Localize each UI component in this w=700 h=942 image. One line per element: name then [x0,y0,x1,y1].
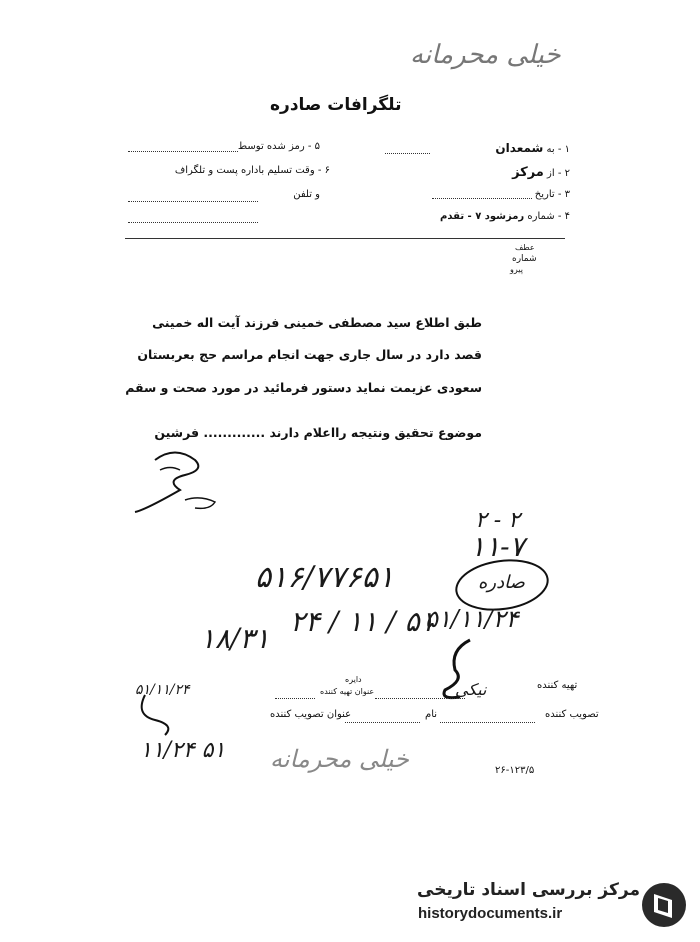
hw-date-right: ۵۱/۱۱/۲۴ [425,605,519,633]
ref-number-label: شماره [512,254,537,264]
hw-bottom-scribble [125,690,215,740]
field-delivery-time: ۶ - وقت تسلیم باداره پست و تلگراف [174,165,330,176]
top-handwritten-stamp: خیلی محرمانه [410,40,561,70]
field-to: ۱ - به شمعدان [495,141,570,155]
dotted-line [345,714,420,723]
body-line-3: سعودی عزیمت نماید دستور فرمائید در مورد صحت و سقم [125,380,482,395]
form-code: ۲۶-۱۲۳/۵ [495,765,535,776]
archive-logo-icon [640,880,688,930]
hw-circle-text: صادره [478,572,525,593]
hw-date-2: ۱۱-۷ [470,530,525,563]
signature-scribble [125,440,235,520]
prepared-by-label: تهیه کننده [537,680,578,691]
dotted-line [128,143,238,152]
hw-bottom-left: ۱۱/۲۴ ۵۱ [140,738,226,763]
body-line-4: موضوع تحقیق ونتیجه رااعلام دارند ............. فرشین [154,425,482,440]
dotted-line [275,690,315,699]
divider [125,238,565,239]
dotted-line [128,214,258,223]
hw-bottom-stamp: خیلی محرمانه [270,745,409,773]
approved-by-label: تصویب کننده [545,709,599,720]
watermark-org-name: مرکز بررسی اسناد تاریخی [417,880,640,900]
name-label: نام [425,709,438,720]
body-line-1: طبق اطلاع سید مصطفی خمینی فرزند آیت اله خمینی [152,315,482,330]
dotted-line [385,145,430,154]
field-from: ۲ - از مرکز [512,165,570,180]
field-date: ۳ - تاریخ [410,189,570,200]
hw-number: ۵۱۶/۷۷۶۵۱ [255,560,395,595]
hw-date-mid: ۲۴ / ۱۱ / ۵۱ [290,605,435,638]
hw-initials: نیکی [455,680,487,699]
body-line-2: قصد دارد در سال جاری جهت انجام مراسم حج بعربستان [137,347,482,362]
prepared-title-label: عنوان تهیه کننده [320,687,375,696]
hw-left-num: ۱۸/۳۱ [200,622,270,655]
field-telephone: و تلفن [293,189,320,200]
document-title: تلگرافات صادره [270,95,402,115]
hw-sig-note: ۵۱/۱۱/۲۴ [135,682,190,698]
hw-date-top: ۲ - ۲ [475,508,521,533]
approver-title-label: عنوان تصویب کننده [270,709,352,720]
dotted-line [128,193,258,202]
dotted-line [375,690,465,699]
dotted-line [440,714,535,723]
field-number: ۴ - شماره رمزشود ۷ - تقدم [440,211,570,222]
watermark-site: historydocuments.ir [418,905,563,922]
field-coded-by: ۵ - رمز شده توسط [237,141,320,152]
ref-peyro-label: پیرو [510,265,523,274]
section-label: دایره [345,675,362,684]
ref-atf-label: عطف [515,243,535,252]
